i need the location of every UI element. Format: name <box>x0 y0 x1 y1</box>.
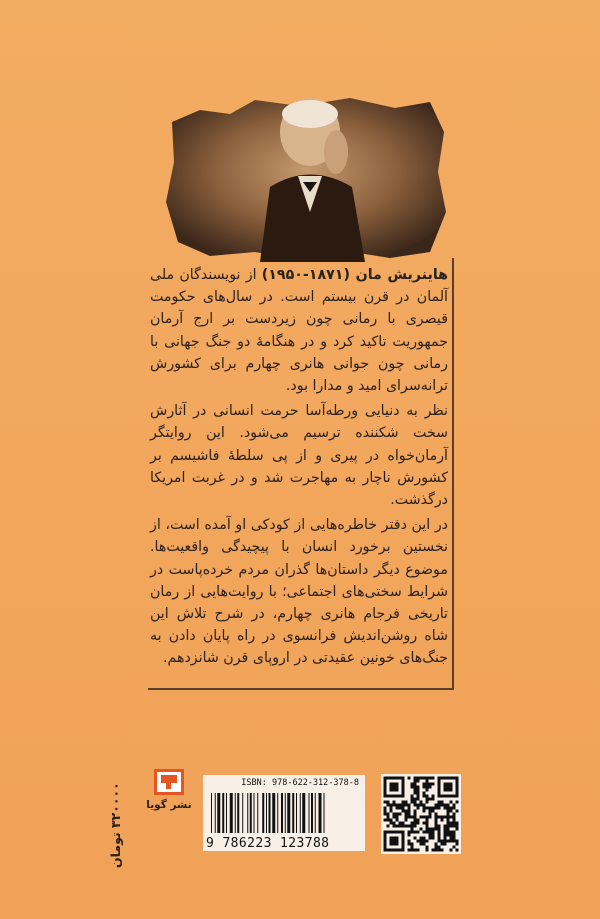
price: ۳۲۰۰۰۰ تومان <box>108 782 123 868</box>
barcode-bar <box>309 793 310 833</box>
barcode-bar <box>215 793 216 833</box>
barcode-bar <box>324 793 325 833</box>
publisher-logo-icon <box>154 769 184 795</box>
barcode-bar <box>281 793 283 833</box>
paragraph-3: در این دفتر خاطره‌هایی از کودکی او آمده است، از نخستین برخورد انسان با پیچیدگی واقعیت‌ها. موضوع دیگر داستان‌ها گذران مردم خرده‌پاست در شرایط سختی‌های اجتماعی؛ با روایت‌هایی از رمان تاریخی فرجام هانری چهارم، در شرح تلاش این شاه روشن‌اندیش فرانسوی در راه پایان دادن به جنگ‌های خونین عقیدتی در اروپای قرن شانزدهم. <box>150 517 448 667</box>
barcode-bar <box>296 793 297 833</box>
barcode-bar <box>315 793 316 833</box>
author-name: هاینریش مان (۱۸۷۱-۱۹۵۰) <box>261 267 448 283</box>
barcode-bar <box>262 793 264 833</box>
barcode-bar <box>285 793 286 833</box>
barcode-bar <box>272 793 275 833</box>
paragraph-2: نظر به دنیایی ورطه‌آسا حرمت انسانی در آثارش سخت شکننده ترسیم می‌شود. این روایتگر آرمان‌خواه در پیری و از پی سلطهٔ فاشیسم بر کشورش ناچار به مهاجرت شد و در غربت امریکا درگذشت. <box>150 403 448 509</box>
barcode-bar <box>269 793 271 833</box>
barcode <box>207 793 361 837</box>
barcode-bar <box>292 793 294 833</box>
barcode-bar <box>277 793 278 833</box>
barcode-bar <box>230 793 233 833</box>
barcode-bar <box>235 793 236 833</box>
qr-code-icon <box>381 774 461 854</box>
paragraph-1-text: از نویسندگان ملی آلمان در قرن بیستم است. در سال‌های حکومت قیصری با رمانی چون زیردست بر ارج آرمان جمهوریت تاکید کرد و در هنگامهٔ دو جنگ جهانی با رمانی چون جوانی هانری چهارم برای کشورش ترانه‌سرای امید و مدارا بود. <box>150 267 448 395</box>
barcode-bar <box>242 793 243 833</box>
barcode-bar <box>287 793 290 833</box>
barcode-bar <box>300 793 301 833</box>
barcode-bar <box>266 793 267 833</box>
barcode-bar <box>250 793 252 833</box>
publisher-name: نشر گویا <box>146 799 192 811</box>
barcode-bar <box>257 793 258 833</box>
barcode-bar <box>247 793 248 833</box>
barcode-bar <box>254 793 255 833</box>
barcode-bar <box>222 793 224 833</box>
author-portrait <box>160 92 450 262</box>
book-description <box>150 264 448 673</box>
barcode-bar <box>226 793 227 833</box>
barcode-bar <box>311 793 313 833</box>
barcode-bar <box>217 793 220 833</box>
barcode-bar <box>302 793 305 833</box>
qr-code <box>381 774 461 854</box>
barcode-bar <box>319 793 322 833</box>
isbn-text: ISBN: 978-622-312-378-8 <box>241 778 359 788</box>
barcode-number: 9 786223 123788 <box>206 836 330 851</box>
barcode-bar <box>237 793 239 833</box>
paragraph-1 <box>150 264 448 397</box>
barcode-bar <box>211 793 212 833</box>
